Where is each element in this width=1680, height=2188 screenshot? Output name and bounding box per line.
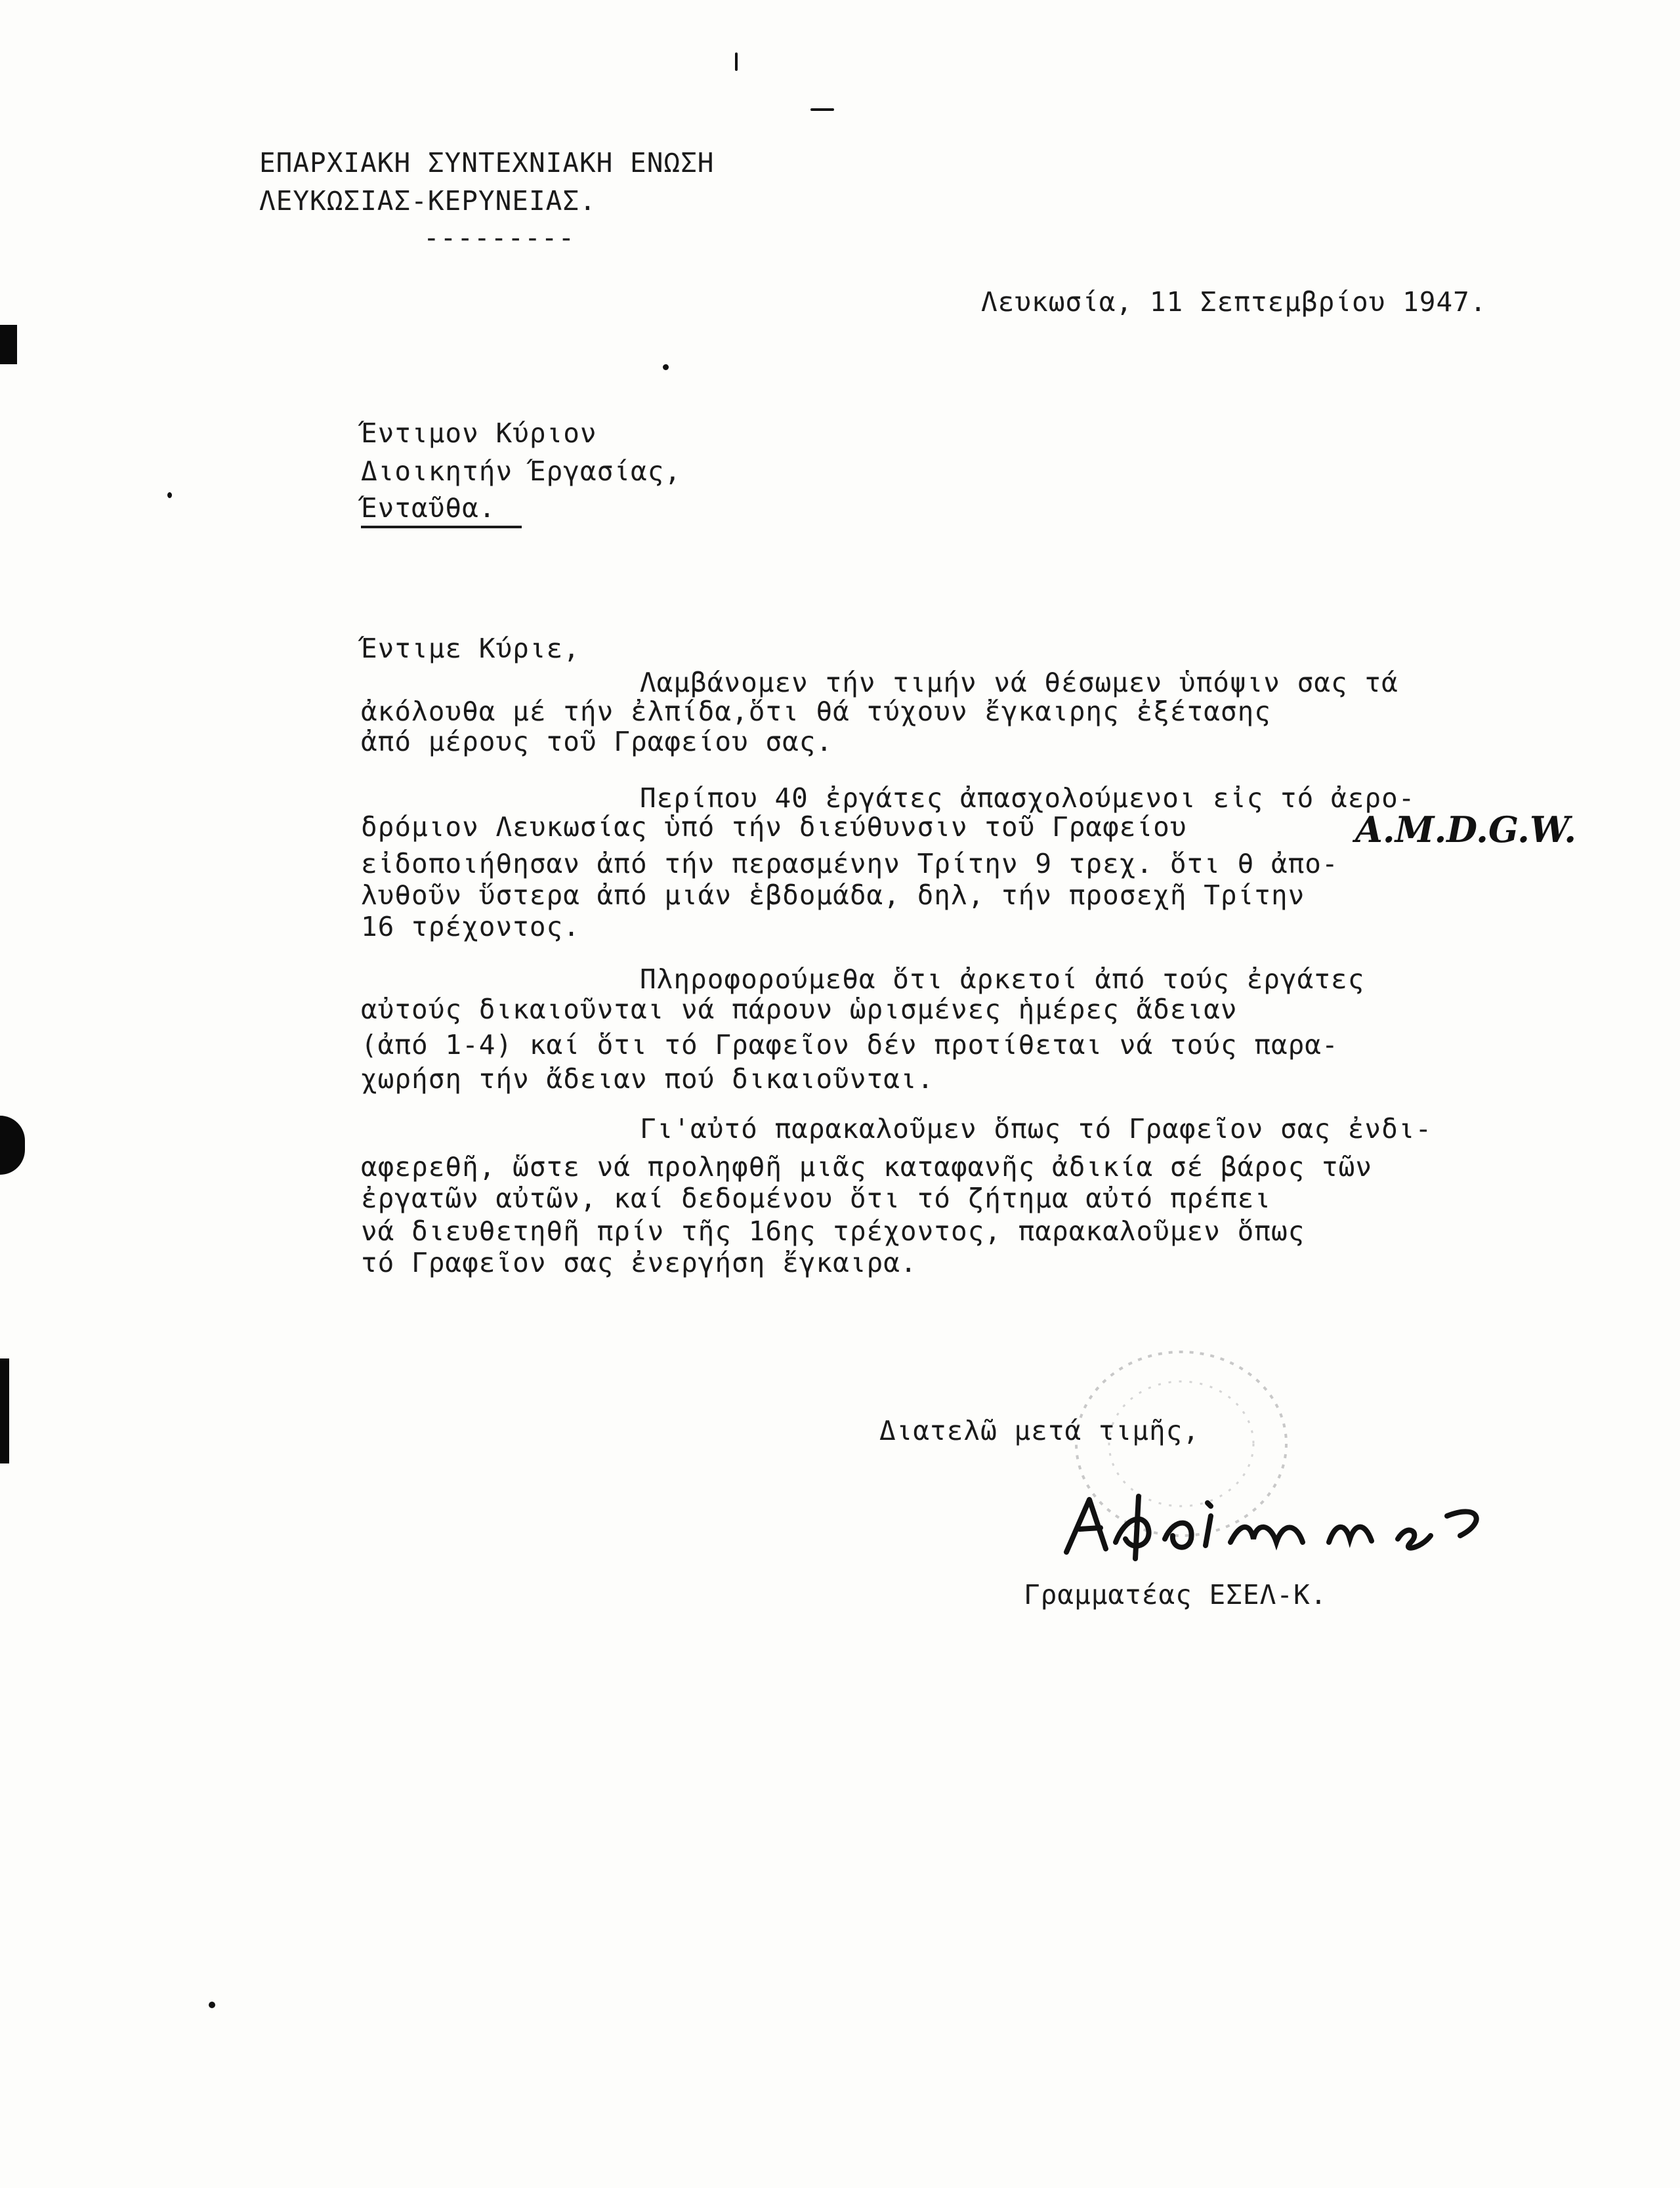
body-line: ἀπό μέρους τοῦ Γραφείου σας.: [361, 726, 833, 757]
letter-date: Λευκωσία, 11 Σεπτεμβρίου 1947.: [981, 286, 1487, 318]
body-line: Πληροφορούμεθα ὅτι ἀρκετοί ἀπό τούς ἐργάτες: [640, 963, 1365, 995]
body-line: αὐτούς δικαιοῦνται νά πάρουν ὡρισμένες ἡμέρες ἄδειαν: [361, 994, 1238, 1025]
body-line: 16 τρέχοντος.: [361, 911, 580, 942]
body-line: λυθοῦν ὕστερα ἀπό μιάν ἑβδομάδα, δηλ, τήν προσεχῆ Τρίτην: [361, 879, 1305, 911]
scan-edge-mark: [0, 1116, 25, 1175]
body-line: εἰδοποιήθησαν ἀπό τήν περασμένην Τρίτην 9 τρεχ. ὅτι θ ἀπο-: [361, 848, 1339, 879]
signatory-title: Γραμματέας ΕΣΕΛ-Κ.: [1024, 1579, 1328, 1610]
ink-speck: [810, 108, 834, 111]
letterhead-line-2: ΛΕΥΚΩΣΙΑΣ-ΚΕΡΥΝΕΙΑΣ.: [259, 185, 597, 217]
body-line: ἐργατῶν αὐτῶν, καί δεδομένου ὅτι τό ζήτημα αὐτό πρέπει: [361, 1183, 1271, 1214]
body-line: τό Γραφεῖον σας ἐνεργήση ἔγκαιρα.: [361, 1247, 917, 1278]
recipient-line-2: Διοικητήν Έργασίας,: [361, 455, 681, 487]
letterhead-rule: ---------: [423, 222, 576, 253]
body-line: (ἀπό 1-4) καί ὅτι τό Γραφεῖον δέν προτίθεται νά τούς παρα-: [361, 1029, 1339, 1061]
body-line: νά διευθετηθῆ πρίν τῆς 16ης τρέχοντος, παρακαλοῦμεν ὅπως: [361, 1215, 1305, 1247]
ink-speck: [735, 53, 738, 71]
body-line: χωρήση τήν ἄδειαν πού δικαιοῦνται.: [361, 1063, 934, 1095]
salutation: Έντιμε Κύριε,: [361, 633, 580, 664]
body-line: Λαμβάνομεν τήν τιμήν νά θέσωμεν ὑπόψιν σας τά: [640, 667, 1398, 698]
letterhead-line-1: ΕΠΑΡΧΙΑΚΗ ΣΥΝΤΕΧΝΙΑΚΗ ΕΝΩΣΗ: [259, 147, 715, 179]
body-line: αφερεθῆ, ὥστε νά προληφθῆ μιᾶς καταφανῆς ἀδικία σέ βάρος τῶν: [361, 1151, 1373, 1183]
scan-edge-mark: [0, 1358, 9, 1463]
ink-speck: [209, 2002, 215, 2008]
ink-speck: [663, 364, 669, 370]
closing: Διατελῶ μετά τιμῆς,: [879, 1415, 1200, 1446]
handwritten-annotation: A.M.D.G.W.: [1355, 809, 1576, 851]
ink-speck: [167, 492, 172, 498]
body-line: Γι'αὐτό παρακαλοῦμεν ὅπως τό Γραφεῖον σας ἐνδι-: [640, 1113, 1433, 1145]
body-line: δρόμιον Λευκωσίας ὑπό τήν διεύθυνσιν τοῦ Γραφείου: [361, 811, 1187, 843]
body-line: Περίπου 40 ἐργάτες ἀπασχολούμενοι εἰς τό ἀερο-: [640, 782, 1416, 814]
scan-edge-mark: [0, 325, 17, 364]
body-line: ἀκόλουθα μέ τήν ἐλπίδα,ὅτι θά τύχουν ἔγκαιρης ἐξέτασης: [361, 696, 1271, 727]
recipient-line-3: Ένταῦθα.: [361, 495, 522, 528]
signature: [1053, 1477, 1500, 1568]
recipient-line-1: Έντιμον Κύριον: [361, 417, 597, 449]
